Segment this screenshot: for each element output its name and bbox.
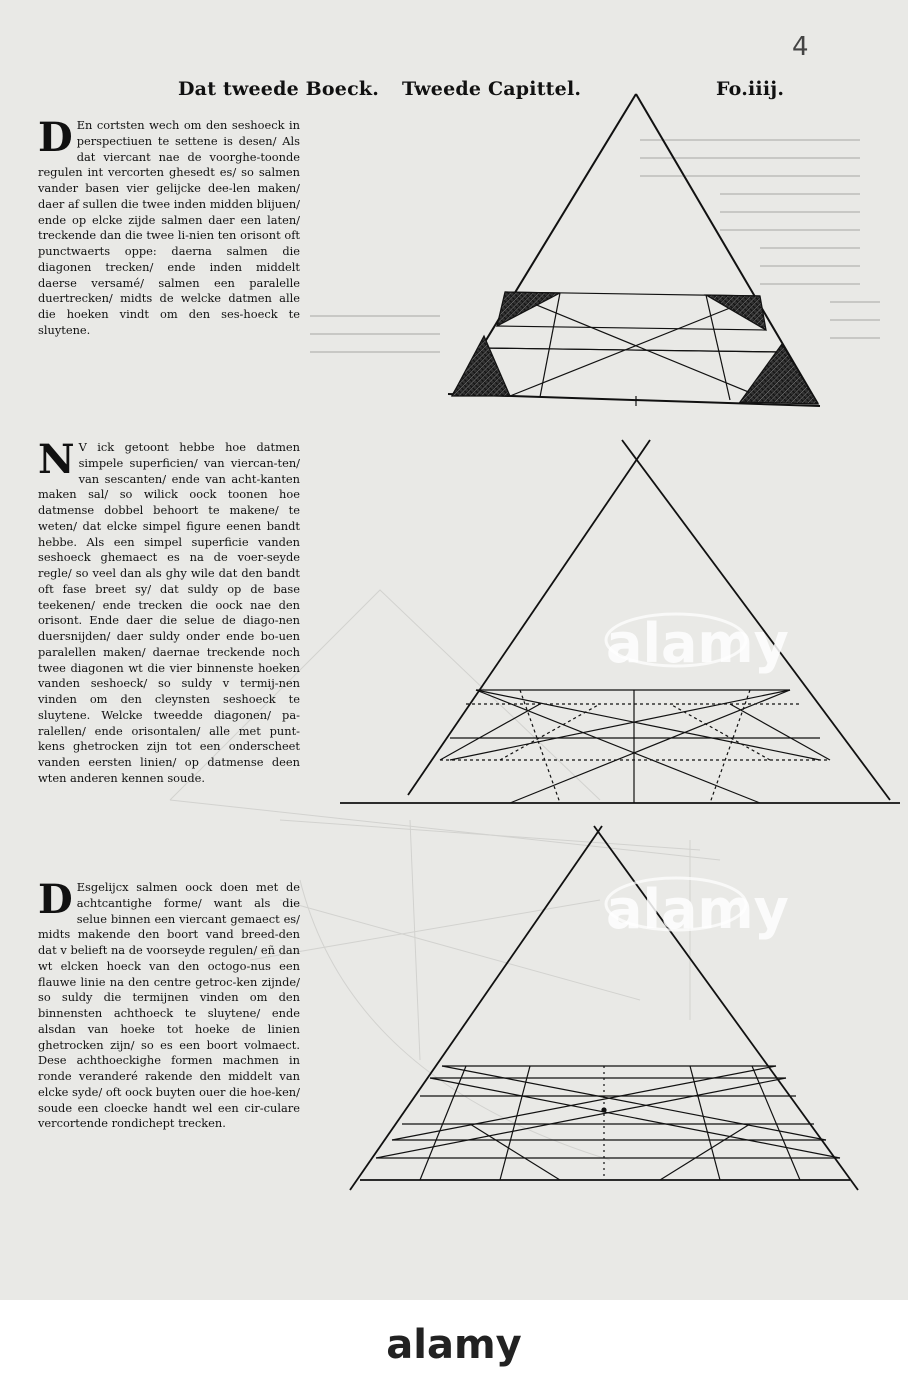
drop-cap: D (38, 114, 73, 161)
watermark-text-lower: alamy (606, 878, 789, 941)
figure-hexagon-simple (448, 94, 820, 406)
paragraph-text: Esgelijcx salmen oock doen met de achtcantighe forme/ want als die selue binnen een viercant gemaect es/ midts makende den boort vand breed-den dat v belieft na de voorseyde regulen/ eñ dan wt elcken hoeck van den octogo-nus een flauwe linie na den centre getroc-ken zijnde/ so suldy die termijnen vinden om den binnensten achthoeck te sluytene/ ende alsdan van hoeke tot hoeke de linien ghetrocken zijn/ so es een boort volmaect. Dese achthoeckighe formen machmen in ronde veranderé rakende den middelt van elcke syde/ oft oock buyten ouer die hoe-ken/ soude een cloecke handt wel een cir-culare vercortende rondichept trecken. (38, 880, 300, 1131)
drop-cap: D (38, 876, 73, 923)
paragraph-text: En cortsten wech om den seshoeck in perspectiuen te settene is desen/ Als dat viercant nae de voorghe-toonde regulen int vercorten ghesedt es/ so salmen vander basen vier gelijcke dee-len maken/ daer af sullen die twee inden midden blijuen/ ende op elcke zijde salmen daer een laten/ treckende dan die twee li-nien ten orisont oft punctwaerts oppe: daerna salmen die diagonen trecken/ ende inden middelt daerse versamé/ salmen een paralelle duertrecken/ midts de welcke datmen alle die hoeken vindt om den ses-hoeck te sluytene. (38, 118, 300, 337)
alamy-logo: alamy (386, 1322, 522, 1368)
watermark-text-upper: alamy (606, 612, 789, 675)
pencil-page-number: 4 (792, 32, 809, 62)
footer-bar (0, 1300, 908, 1390)
running-head-center: Tweede Capittel. (402, 78, 582, 100)
paragraph-text: V ick getoont hebbe hoe datmen simpele superficien/ van viercan-ten/ van sescanten/ ende van acht-kanten maken sal/ so wilick oock toonen hoe datmense dobbel behoort te makene/ te weten/ dat elcke simpel figure eenen bandt hebbe. Als een simpel superficie vanden seshoeck ghemaect es na de voer-seyde regle/ so veel dan als ghy wile dat den bandt oft fase breet sy/ dat suldy op de base teekenen/ ende trecken die oock nae den orisont. Ende daer die selue de diago-nen duersnijden/ daer suldy onder ende bo-uen paralellen maken/ daernae treckende noch twee diagonen wt die vier binnenste hoeken vanden seshoeck/ so suldy v termij-nen vinden om den cleynsten seshoeck te sluytene. Welcke tweedde diagonen/ pa-ralellen/ ende orisontalen/ alle met punt-kens ghetrocken zijn tot een onderscheet vanden eersten linien/ op datmense deen wten anderen kennen soude. (38, 440, 300, 785)
drop-cap: N (38, 436, 75, 483)
footer-stamp (0, 1300, 908, 1390)
running-head-left: Dat tweede Boeck. (178, 78, 380, 100)
folio-number: Fo.iiij. (716, 78, 785, 100)
